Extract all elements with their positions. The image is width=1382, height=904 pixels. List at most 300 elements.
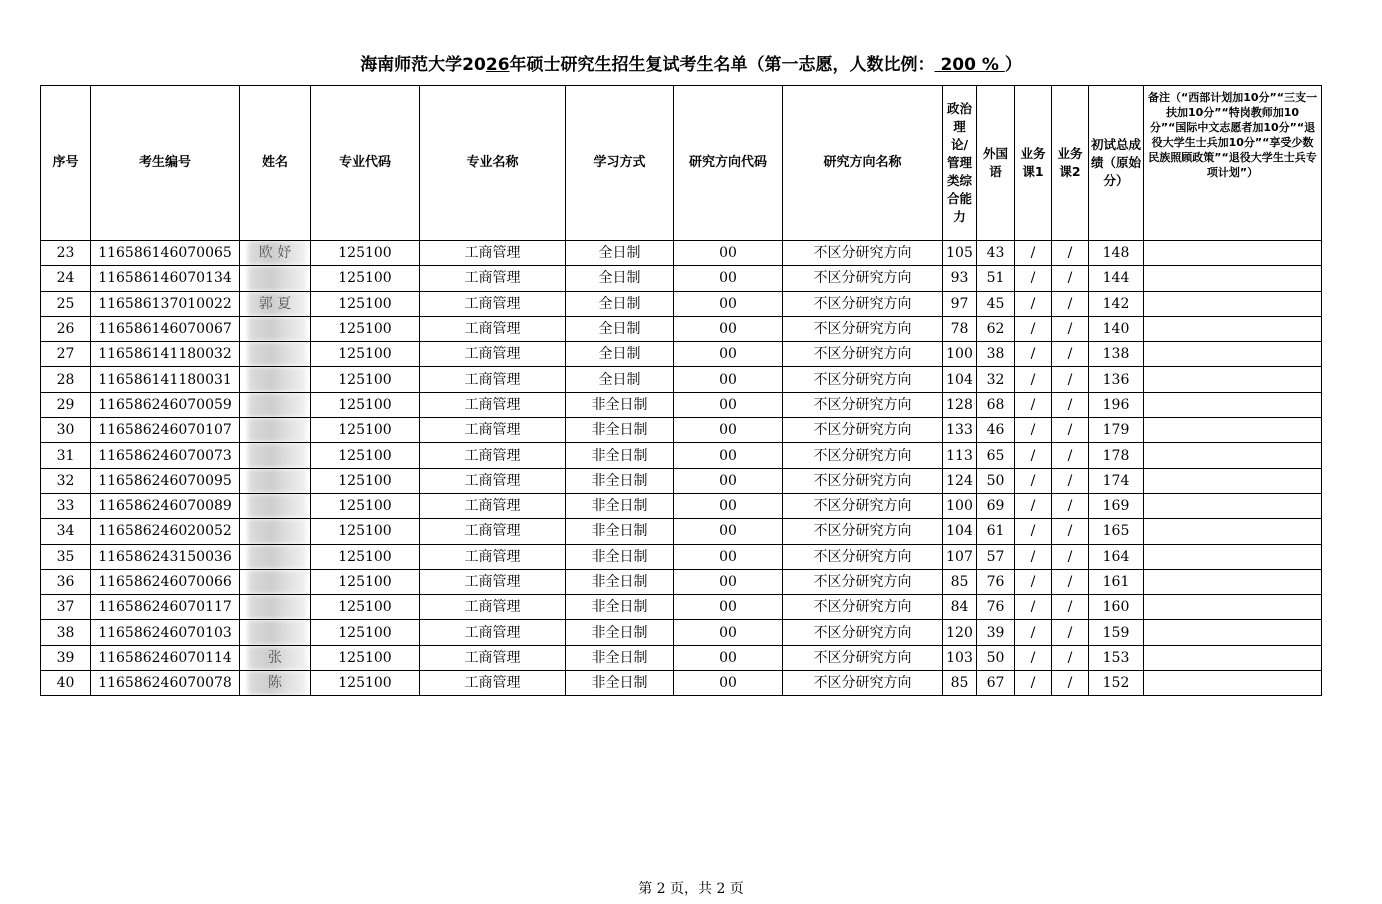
cell-foreign-language: 51 — [977, 266, 1015, 291]
cell-study-mode: 非全日制 — [566, 671, 674, 696]
cell-course-2: / — [1052, 468, 1089, 493]
cell-seq: 32 — [41, 468, 91, 493]
cell-notes — [1144, 443, 1322, 468]
cell-course-1: / — [1015, 671, 1052, 696]
cell-politics: 100 — [943, 342, 977, 367]
cell-notes — [1144, 645, 1322, 670]
cell-foreign-language: 43 — [977, 241, 1015, 266]
table-row — [41, 493, 1322, 518]
cell-major-name: 工商管理 — [420, 595, 566, 620]
cell-exam-no: 116586246070095 — [91, 468, 240, 493]
cell-direction-code: 00 — [674, 544, 783, 569]
cell-foreign-language: 50 — [977, 645, 1015, 670]
cell-course-1: / — [1015, 367, 1052, 392]
cell-politics: 105 — [943, 241, 977, 266]
candidate-name: 张 — [268, 649, 282, 666]
header-foreign-language: 外国语 — [977, 86, 1015, 241]
cell-politics: 120 — [943, 620, 977, 645]
cell-total-score: 159 — [1089, 620, 1144, 645]
cell-direction-code: 00 — [674, 671, 783, 696]
cell-notes — [1144, 241, 1322, 266]
cell-direction-code: 00 — [674, 519, 783, 544]
cell-name — [240, 443, 311, 468]
cell-seq: 30 — [41, 418, 91, 443]
cell-seq: 33 — [41, 493, 91, 518]
cell-study-mode: 全日制 — [566, 291, 674, 316]
cell-total-score: 152 — [1089, 671, 1144, 696]
cell-exam-no: 116586246070089 — [91, 493, 240, 518]
cell-direction-code: 00 — [674, 418, 783, 443]
table-header-row — [41, 86, 1322, 241]
cell-study-mode: 全日制 — [566, 342, 674, 367]
cell-seq: 34 — [41, 519, 91, 544]
header-name: 姓名 — [240, 86, 311, 241]
cell-study-mode: 非全日制 — [566, 443, 674, 468]
cell-direction-name: 不区分研究方向 — [783, 519, 943, 544]
redaction-mask — [248, 620, 306, 644]
cell-major-name: 工商管理 — [420, 291, 566, 316]
cell-total-score: 169 — [1089, 493, 1144, 518]
cell-total-score: 160 — [1089, 595, 1144, 620]
cell-course-1: / — [1015, 493, 1052, 518]
cell-name — [240, 544, 311, 569]
cell-course-1: / — [1015, 342, 1052, 367]
cell-politics: 107 — [943, 544, 977, 569]
header-politics: 政治理论/管理类综合能力 — [943, 86, 977, 241]
cell-major-code: 125100 — [311, 519, 420, 544]
cell-study-mode: 非全日制 — [566, 595, 674, 620]
cell-exam-no: 116586137010022 — [91, 291, 240, 316]
cell-direction-name: 不区分研究方向 — [783, 367, 943, 392]
cell-seq: 24 — [41, 266, 91, 291]
title-suffix: ） — [1004, 55, 1022, 75]
cell-direction-code: 00 — [674, 316, 783, 341]
cell-course-2: / — [1052, 493, 1089, 518]
cell-direction-name: 不区分研究方向 — [783, 595, 943, 620]
header-total-score: 初试总成绩（原始分） — [1089, 86, 1144, 241]
cell-course-1: / — [1015, 266, 1052, 291]
cell-direction-code: 00 — [674, 342, 783, 367]
cell-total-score: 178 — [1089, 443, 1144, 468]
cell-politics: 85 — [943, 569, 977, 594]
cell-exam-no: 116586246070078 — [91, 671, 240, 696]
cell-politics: 128 — [943, 392, 977, 417]
cell-foreign-language: 62 — [977, 316, 1015, 341]
table-row — [41, 595, 1322, 620]
cell-direction-code: 00 — [674, 569, 783, 594]
cell-seq: 29 — [41, 392, 91, 417]
cell-course-1: / — [1015, 595, 1052, 620]
header-course-2: 业务课2 — [1052, 86, 1089, 241]
cell-course-1: / — [1015, 544, 1052, 569]
cell-foreign-language: 76 — [977, 595, 1015, 620]
cell-direction-code: 00 — [674, 595, 783, 620]
cell-notes — [1144, 418, 1322, 443]
table-row — [41, 418, 1322, 443]
cell-major-code: 125100 — [311, 418, 420, 443]
redaction-mask — [248, 545, 306, 569]
redaction-mask — [248, 494, 306, 518]
cell-notes — [1144, 291, 1322, 316]
cell-notes — [1144, 266, 1322, 291]
table-row — [41, 291, 1322, 316]
cell-seq: 40 — [41, 671, 91, 696]
cell-notes — [1144, 620, 1322, 645]
redaction-mask — [248, 519, 306, 543]
cell-total-score: 165 — [1089, 519, 1144, 544]
cell-major-code: 125100 — [311, 544, 420, 569]
cell-name — [240, 418, 311, 443]
cell-seq: 35 — [41, 544, 91, 569]
cell-foreign-language: 45 — [977, 291, 1015, 316]
title-ratio: 200 % — [934, 55, 1005, 75]
cell-notes — [1144, 595, 1322, 620]
cell-course-2: / — [1052, 544, 1089, 569]
cell-total-score: 144 — [1089, 266, 1144, 291]
redaction-mask — [248, 418, 306, 442]
cell-course-1: / — [1015, 241, 1052, 266]
cell-exam-no: 116586146070067 — [91, 316, 240, 341]
cell-politics: 78 — [943, 316, 977, 341]
header-major-name: 专业名称 — [420, 86, 566, 241]
cell-notes — [1144, 544, 1322, 569]
cell-foreign-language: 67 — [977, 671, 1015, 696]
cell-total-score: 196 — [1089, 392, 1144, 417]
cell-direction-name: 不区分研究方向 — [783, 493, 943, 518]
cell-name — [240, 645, 311, 670]
candidate-name: 郭 夏 — [258, 295, 292, 312]
cell-politics: 84 — [943, 595, 977, 620]
cell-politics: 133 — [943, 418, 977, 443]
cell-major-name: 工商管理 — [420, 392, 566, 417]
cell-study-mode: 非全日制 — [566, 569, 674, 594]
cell-direction-code: 00 — [674, 241, 783, 266]
cell-exam-no: 116586246070073 — [91, 443, 240, 468]
cell-name — [240, 367, 311, 392]
table-row — [41, 569, 1322, 594]
cell-major-name: 工商管理 — [420, 241, 566, 266]
candidate-table — [40, 85, 1322, 696]
cell-major-name: 工商管理 — [420, 544, 566, 569]
cell-major-name: 工商管理 — [420, 645, 566, 670]
header-course-1: 业务课1 — [1015, 86, 1052, 241]
cell-major-code: 125100 — [311, 569, 420, 594]
cell-notes — [1144, 392, 1322, 417]
cell-study-mode: 非全日制 — [566, 392, 674, 417]
cell-course-1: / — [1015, 620, 1052, 645]
table-row — [41, 671, 1322, 696]
cell-name — [240, 493, 311, 518]
header-direction-name: 研究方向名称 — [783, 86, 943, 241]
redaction-mask — [248, 266, 306, 290]
cell-direction-name: 不区分研究方向 — [783, 418, 943, 443]
cell-major-name: 工商管理 — [420, 316, 566, 341]
cell-direction-name: 不区分研究方向 — [783, 671, 943, 696]
table-row — [41, 342, 1322, 367]
cell-course-2: / — [1052, 418, 1089, 443]
cell-total-score: 161 — [1089, 569, 1144, 594]
cell-foreign-language: 61 — [977, 519, 1015, 544]
cell-course-1: / — [1015, 645, 1052, 670]
redaction-mask — [248, 317, 306, 341]
cell-direction-name: 不区分研究方向 — [783, 342, 943, 367]
cell-major-code: 125100 — [311, 645, 420, 670]
candidate-name: 欧 妤 — [258, 245, 292, 262]
cell-exam-no: 116586246070117 — [91, 595, 240, 620]
cell-total-score: 174 — [1089, 468, 1144, 493]
table-row — [41, 645, 1322, 670]
cell-direction-code: 00 — [674, 392, 783, 417]
table-row — [41, 367, 1322, 392]
cell-exam-no: 116586246070066 — [91, 569, 240, 594]
table-row — [41, 544, 1322, 569]
cell-course-2: / — [1052, 241, 1089, 266]
cell-direction-code: 00 — [674, 443, 783, 468]
cell-direction-name: 不区分研究方向 — [783, 544, 943, 569]
cell-major-code: 125100 — [311, 316, 420, 341]
cell-exam-no: 116586146070134 — [91, 266, 240, 291]
cell-course-2: / — [1052, 291, 1089, 316]
cell-course-2: / — [1052, 342, 1089, 367]
redaction-mask — [248, 443, 306, 467]
cell-notes — [1144, 367, 1322, 392]
cell-course-2: / — [1052, 266, 1089, 291]
cell-name — [240, 392, 311, 417]
cell-politics: 113 — [943, 443, 977, 468]
cell-direction-code: 00 — [674, 468, 783, 493]
cell-major-code: 125100 — [311, 671, 420, 696]
cell-exam-no: 116586246070107 — [91, 418, 240, 443]
cell-major-code: 125100 — [311, 291, 420, 316]
table-row — [41, 519, 1322, 544]
cell-study-mode: 全日制 — [566, 316, 674, 341]
cell-study-mode: 非全日制 — [566, 645, 674, 670]
cell-major-code: 125100 — [311, 266, 420, 291]
table-row — [41, 241, 1322, 266]
cell-direction-name: 不区分研究方向 — [783, 316, 943, 341]
cell-course-1: / — [1015, 316, 1052, 341]
cell-foreign-language: 38 — [977, 342, 1015, 367]
table-row — [41, 392, 1322, 417]
cell-seq: 39 — [41, 645, 91, 670]
cell-direction-code: 00 — [674, 493, 783, 518]
cell-study-mode: 非全日制 — [566, 519, 674, 544]
cell-study-mode: 非全日制 — [566, 493, 674, 518]
cell-course-1: / — [1015, 392, 1052, 417]
cell-major-name: 工商管理 — [420, 468, 566, 493]
title-middle: 年硕士研究生招生复试考生名单（第一志愿，人数比例： — [509, 55, 935, 75]
table-row — [41, 266, 1322, 291]
cell-major-code: 125100 — [311, 367, 420, 392]
cell-major-code: 125100 — [311, 392, 420, 417]
cell-major-code: 125100 — [311, 443, 420, 468]
cell-course-1: / — [1015, 569, 1052, 594]
cell-course-2: / — [1052, 392, 1089, 417]
candidate-name: 陈 — [268, 675, 282, 692]
cell-name — [240, 595, 311, 620]
cell-seq: 28 — [41, 367, 91, 392]
cell-politics: 97 — [943, 291, 977, 316]
cell-course-2: / — [1052, 367, 1089, 392]
cell-foreign-language: 57 — [977, 544, 1015, 569]
cell-total-score: 153 — [1089, 645, 1144, 670]
cell-major-code: 125100 — [311, 595, 420, 620]
cell-politics: 104 — [943, 519, 977, 544]
cell-notes — [1144, 468, 1322, 493]
redaction-mask — [248, 595, 306, 619]
table-row — [41, 620, 1322, 645]
redaction-mask — [248, 570, 306, 594]
cell-direction-code: 00 — [674, 367, 783, 392]
cell-major-name: 工商管理 — [420, 367, 566, 392]
page-footer: 第 2 页，共 2 页 — [638, 881, 744, 897]
cell-foreign-language: 76 — [977, 569, 1015, 594]
cell-major-code: 125100 — [311, 493, 420, 518]
cell-notes — [1144, 519, 1322, 544]
cell-total-score: 164 — [1089, 544, 1144, 569]
cell-politics: 103 — [943, 645, 977, 670]
cell-major-name: 工商管理 — [420, 493, 566, 518]
cell-exam-no: 116586141180031 — [91, 367, 240, 392]
cell-major-name: 工商管理 — [420, 266, 566, 291]
cell-seq: 27 — [41, 342, 91, 367]
cell-study-mode: 全日制 — [566, 241, 674, 266]
cell-exam-no: 116586243150036 — [91, 544, 240, 569]
cell-seq: 26 — [41, 316, 91, 341]
cell-study-mode: 全日制 — [566, 266, 674, 291]
cell-total-score: 179 — [1089, 418, 1144, 443]
cell-study-mode: 非全日制 — [566, 620, 674, 645]
cell-major-code: 125100 — [311, 342, 420, 367]
header-seq: 序号 — [41, 86, 91, 241]
cell-total-score: 148 — [1089, 241, 1144, 266]
cell-exam-no: 116586246020052 — [91, 519, 240, 544]
cell-foreign-language: 65 — [977, 443, 1015, 468]
page-title — [0, 50, 1382, 75]
cell-direction-name: 不区分研究方向 — [783, 620, 943, 645]
cell-name — [240, 468, 311, 493]
cell-seq: 31 — [41, 443, 91, 468]
cell-direction-code: 00 — [674, 645, 783, 670]
cell-name — [240, 241, 311, 266]
redaction-mask — [248, 342, 306, 366]
cell-total-score: 140 — [1089, 316, 1144, 341]
cell-direction-name: 不区分研究方向 — [783, 443, 943, 468]
cell-major-name: 工商管理 — [420, 342, 566, 367]
cell-course-1: / — [1015, 418, 1052, 443]
cell-total-score: 136 — [1089, 367, 1144, 392]
cell-foreign-language: 69 — [977, 493, 1015, 518]
header-exam-no: 考生编号 — [91, 86, 240, 241]
cell-direction-name: 不区分研究方向 — [783, 645, 943, 670]
cell-foreign-language: 32 — [977, 367, 1015, 392]
cell-direction-code: 00 — [674, 620, 783, 645]
cell-study-mode: 非全日制 — [566, 418, 674, 443]
cell-name — [240, 519, 311, 544]
cell-name — [240, 291, 311, 316]
cell-study-mode: 非全日制 — [566, 468, 674, 493]
cell-course-1: / — [1015, 468, 1052, 493]
cell-total-score: 138 — [1089, 342, 1144, 367]
cell-notes — [1144, 671, 1322, 696]
table-row — [41, 316, 1322, 341]
cell-seq: 38 — [41, 620, 91, 645]
cell-direction-name: 不区分研究方向 — [783, 392, 943, 417]
cell-major-code: 125100 — [311, 620, 420, 645]
cell-notes — [1144, 569, 1322, 594]
cell-major-name: 工商管理 — [420, 418, 566, 443]
cell-major-name: 工商管理 — [420, 620, 566, 645]
cell-direction-name: 不区分研究方向 — [783, 468, 943, 493]
cell-major-code: 125100 — [311, 241, 420, 266]
redaction-mask — [248, 393, 306, 417]
cell-name — [240, 569, 311, 594]
cell-direction-name: 不区分研究方向 — [783, 266, 943, 291]
cell-course-1: / — [1015, 443, 1052, 468]
cell-direction-name: 不区分研究方向 — [783, 291, 943, 316]
cell-course-1: / — [1015, 291, 1052, 316]
cell-seq: 25 — [41, 291, 91, 316]
cell-seq: 36 — [41, 569, 91, 594]
cell-foreign-language: 68 — [977, 392, 1015, 417]
cell-course-2: / — [1052, 645, 1089, 670]
header-notes: 备注（“西部计划加10分”“三支一扶加10分”“特岗教师加10分”“国际中文志愿者加10分”“退役大学生士兵加10分”“享受少数民族照顾政策”“退役大学生士兵专项计划”） — [1144, 86, 1322, 241]
cell-major-name: 工商管理 — [420, 443, 566, 468]
cell-direction-code: 00 — [674, 266, 783, 291]
cell-course-2: / — [1052, 443, 1089, 468]
cell-politics: 85 — [943, 671, 977, 696]
cell-politics: 124 — [943, 468, 977, 493]
cell-name — [240, 342, 311, 367]
cell-name — [240, 620, 311, 645]
cell-politics: 100 — [943, 493, 977, 518]
cell-course-2: / — [1052, 671, 1089, 696]
title-prefix: 海南师范大学20 — [360, 55, 486, 75]
header-major-code: 专业代码 — [311, 86, 420, 241]
cell-foreign-language: 46 — [977, 418, 1015, 443]
cell-direction-code: 00 — [674, 291, 783, 316]
cell-course-2: / — [1052, 595, 1089, 620]
cell-total-score: 142 — [1089, 291, 1144, 316]
redaction-mask — [248, 469, 306, 493]
cell-exam-no: 116586246070114 — [91, 645, 240, 670]
cell-foreign-language: 50 — [977, 468, 1015, 493]
title-year-suffix: 26 — [485, 55, 510, 75]
cell-course-2: / — [1052, 316, 1089, 341]
cell-name — [240, 266, 311, 291]
cell-major-name: 工商管理 — [420, 569, 566, 594]
cell-politics: 104 — [943, 367, 977, 392]
cell-exam-no: 116586246070059 — [91, 392, 240, 417]
cell-name — [240, 671, 311, 696]
cell-seq: 37 — [41, 595, 91, 620]
header-study-mode: 学习方式 — [566, 86, 674, 241]
table-row — [41, 468, 1322, 493]
cell-major-name: 工商管理 — [420, 671, 566, 696]
cell-exam-no: 116586141180032 — [91, 342, 240, 367]
redaction-mask — [248, 367, 306, 391]
cell-major-name: 工商管理 — [420, 519, 566, 544]
cell-course-2: / — [1052, 620, 1089, 645]
cell-seq: 23 — [41, 241, 91, 266]
cell-notes — [1144, 493, 1322, 518]
cell-name — [240, 316, 311, 341]
cell-course-1: / — [1015, 519, 1052, 544]
cell-direction-name: 不区分研究方向 — [783, 241, 943, 266]
cell-politics: 93 — [943, 266, 977, 291]
cell-study-mode: 全日制 — [566, 367, 674, 392]
cell-study-mode: 非全日制 — [566, 544, 674, 569]
